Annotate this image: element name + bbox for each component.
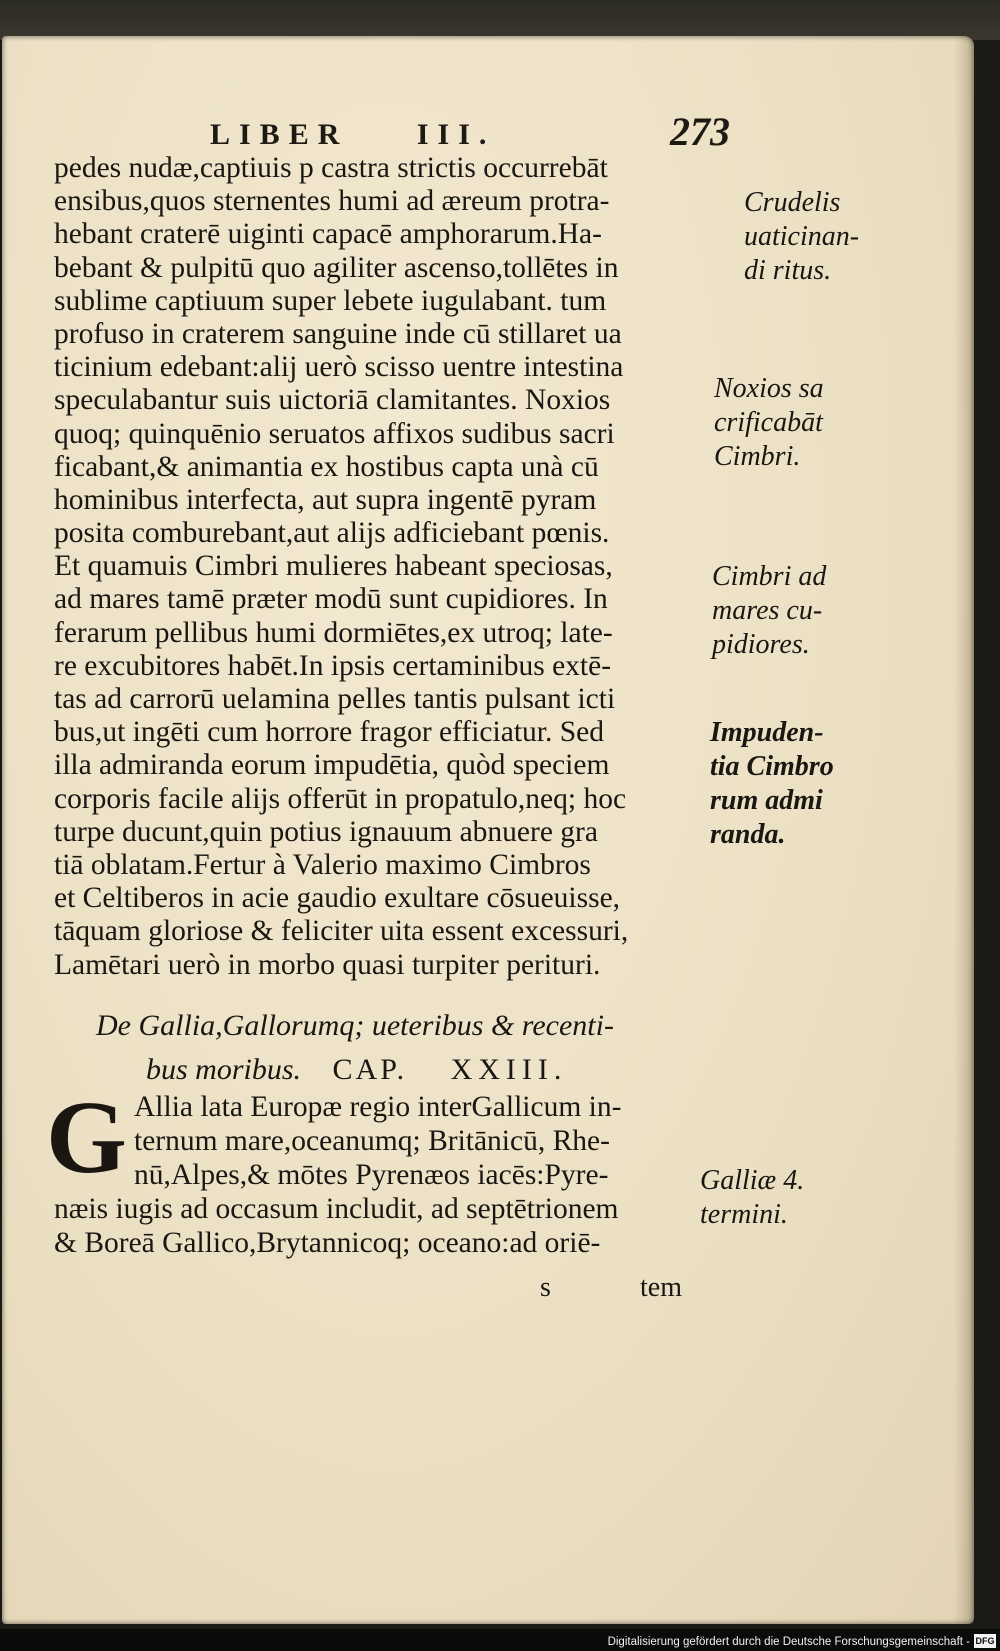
text-line: pedes nudæ,captiuis p castra strictis occurrebāt [54,152,608,184]
text-line: ternum mare,oceanumq; Britānicū, Rhe- [134,1125,610,1157]
margin-note [700,1164,804,1232]
text-line: Et quamuis Cimbri mulieres habeant speciosas, [54,550,613,583]
text-line: re excubitores habēt.In ipsis certaminibus extē- [54,649,612,682]
page-number: 273 [670,109,730,154]
margin-note [714,372,824,474]
chapter-label: CAP. [332,1053,408,1086]
margin-note-line: tia Cimbro [710,751,834,782]
text-line: bus,ut ingēti cum horrore fragor efficiatur. Sed [54,716,604,749]
margin-note-line: Cimbri ad [712,561,827,592]
text-line: ad mares tamē præter modū sunt cupidiores. In [54,583,608,616]
main-text-block [54,152,754,982]
margin-note-line: Noxios sa [714,373,824,404]
text-line: quoq; quinquēnio seruatos affixos sudibus sacri [54,417,615,450]
text-line: bebant & pulpitū quo agiliter ascenso,tollētes in [54,251,619,284]
margin-note-line: Galliæ 4. [700,1165,805,1196]
chapter-text-block [54,1090,754,1260]
margin-note-line: pidiores. [712,629,810,660]
margin-note-line: di ritus. [744,255,832,286]
text-line: ticinium edebant:alij uerò scisso uentre intestina [54,351,624,384]
text-line: Allia lata Europæ regio interGallicum in- [134,1091,622,1123]
chapter-heading [96,1004,614,1092]
footer-bar [0,1629,1000,1651]
margin-note-line: Cimbri. [714,441,801,472]
running-head [210,118,495,152]
margin-note [710,716,834,852]
margin-note-line: randa. [710,819,786,850]
signature-mark: s [540,1272,551,1303]
text-line: næis iugis ad occasum includit, ad septētrionem [54,1193,619,1225]
text-line: Lamētari uerò in morbo quasi turpiter perituri. [54,948,601,981]
chapter-number: XXIII. [450,1053,568,1086]
margin-note [712,560,826,662]
text-line: speculabantur suis uictoriā clamitantes. Noxios [54,384,611,417]
text-line: illa admiranda eorum impudētia, quòd speciem [54,749,610,782]
decorated-initial: G [46,1080,127,1195]
dfg-logo: DFG [975,1636,995,1646]
margin-note-line: uaticinan- [744,221,860,252]
text-line: tāquam gloriose & feliciter uita essent excessuri, [54,915,629,948]
margin-note-line: rum admi [710,785,823,816]
text-line: ensibus,quos sternentes humi ad æreum protra- [54,185,610,218]
text-line: tiā oblatam.Fertur à Valerio maximo Cimbros [54,848,591,881]
text-line: profuso in craterem sanguine inde cū stillaret ua [54,317,622,350]
text-line: nū,Alpes,& mōtes Pyrenæos iacēs:Pyre- [134,1159,609,1191]
chapter-heading-continuation [96,1048,614,1092]
running-head-word: LIBER [210,118,349,151]
text-line: corporis facile alijs offerūt in propatulo,neq; hoc [54,782,627,815]
margin-note-line: termini. [700,1199,788,1230]
margin-note [744,186,859,288]
text-line: sublime captiuum super lebete iugulabant. tum [54,284,607,317]
text-line: et Celtiberos in acie gaudio exultare cōsueuisse, [54,882,621,915]
chapter-heading-title-end: bus moribus. [146,1053,302,1086]
text-line: ferarum pellibus humi dormiētes,ex utroq; late- [54,616,613,649]
catchword: tem [640,1272,682,1303]
running-head-book: III. [416,118,496,151]
text-line: hominibus interfecta, aut supra ingentē pyram [54,483,597,516]
text-line: & Boreā Gallico,Brytannicoq; oceano:ad oriē- [54,1227,601,1259]
scan-background-top [0,0,1000,40]
text-line: turpe ducunt,quin potius ignauum abnuere gra [54,815,598,848]
text-line: posita comburebant,aut alijs adficiebant pœnis. [54,517,610,550]
margin-note-line: Crudelis [744,187,841,218]
text-line: hebant craterē uiginti capacē amphorarum.Ha- [54,218,602,251]
margin-note-line: Impuden- [710,717,824,748]
text-line: ficabant,& animantia ex hostibus capta unà cū [54,450,599,483]
margin-note-line: mares cu- [712,595,823,626]
text-line: tas ad carrorū uelamina pelles tantis pulsant icti [54,683,616,715]
funding-credit: Digitalisierung gefördert durch die Deutsche Forschungsgemeinschaft - [607,1636,970,1648]
chapter-heading-title: De Gallia,Gallorumq; ueteribus & recenti- [96,1009,614,1042]
margin-note-line: crificabāt [714,407,823,438]
